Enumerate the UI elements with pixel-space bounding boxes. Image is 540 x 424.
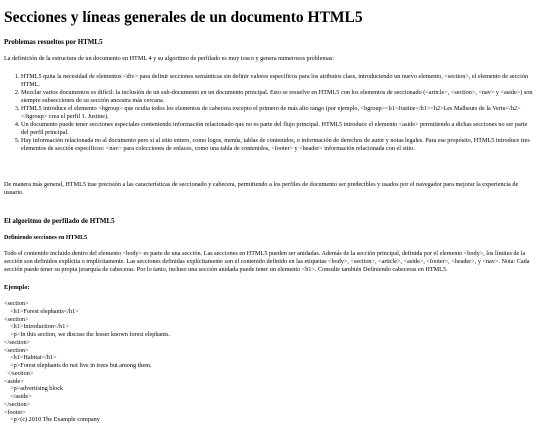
problems-heading: Problemas resueltos por HTML5 (4, 38, 103, 46)
example-label: Ejemplo: (4, 284, 30, 291)
code-line: <section> (4, 346, 29, 354)
intro-paragraph: La definición de la estructura de un documento en HTML 4 y su algoritmo de perfilado es muy tosco y genera numerosos problemas: (4, 55, 335, 62)
list-item: 5. Hay información relacionada no al documento pero si al sitio entero, como logos, menús, tablas de contenidos, o información de derechos de autor y notas legales. Para ese propósito, HTML5 introduce tres elementos de sección específicos: <nav> para colecciones de enlaces, como una tabla de contenidos, <footer> y <header> información relacionada con el sitio. (21, 137, 536, 153)
problems-list (4, 73, 536, 153)
list-item: 2. Mezclar varios documentos es difícil: la inclusión de un sub-documento en un documento principal. Esto se resuelve en HTML5 con los elementos de seccionado (<article>, <section>, <nav> y <aside>) son siempre subsecciones de su sección ancestra más cercana. (21, 89, 536, 105)
algorithm-heading: El algoritmo de perfilado de HTML5 (4, 217, 115, 225)
code-line: <h1>Forest elephants</h1> (4, 307, 79, 315)
code-line: <p>Forest elephants do not live in trees but among them. (4, 362, 152, 369)
page-title: Secciones y líneas generales de un documento HTML5 (4, 9, 363, 26)
defining-paragraph: Todo el contenido incluido dentro del elemento <body> es parte de una sección. Las secciones en HTML5 pueden ser anidadas. Además de la sección principal, definida por el elemento <body>, los límites de la sección son definidos explícita o implícitamente. Las secciones definidas explícitamente son el contenido definido en las etiquetas <body>, <section>, <article>, <aside>, <footer>, <header>, y <nav>. Nota: Cada sección puede tener su propia jerarquía de cabeceras. Por lo tanto, incluso una sección anidada puede tener un elemento <h1>. Consulte también Definiendo cabeceras en HTML5. (4, 250, 530, 273)
code-line: </section> (4, 400, 31, 408)
code-line: <h1>Introduction</h1> (4, 323, 69, 331)
list-item: 1. HTML5 quita la necesidad de elementos <div> para definir secciones semánticas sin definir valores específicos para los atributos class, introduciendo un nuevo elemento, <section>, el elemento de sección HTML. (21, 73, 536, 89)
summary-paragraph: De manera más general, HTML5 trae precisión a las características de seccionado y cabecera, permitiendo a los perfiles de documento ser predecibles y usados por el navegador para mejorar la experiencia de usuario. (4, 181, 519, 196)
code-line: <h1>Habitat</h1> (4, 354, 57, 362)
code-line: <section> (4, 300, 29, 307)
code-line: </section> (4, 338, 31, 346)
code-line: <section> (4, 315, 29, 323)
defining-sections-heading: Definiendo secciones en HTML5 (4, 235, 88, 241)
code-example (4, 300, 536, 424)
code-line: <p>In this section, we discuss the lesser known forest elephants. (4, 331, 170, 338)
code-line: <footer> (4, 408, 26, 416)
code-line: </section> (4, 369, 34, 377)
code-line: <aside> (4, 377, 24, 385)
document-page (0, 9, 540, 424)
code-line: <p>advertising block (4, 385, 64, 393)
code-line: <p>(c) 2010 The Example company (4, 416, 100, 424)
code-line: </aside> (4, 393, 32, 400)
list-item: 4. Un documento puede tener secciones especiales conteniendo información relacionado que no es parte del flujo principal. HTML5 introduce el elemento <aside> permitiendo a dichas secciones no ser parte del perfil principal. (21, 121, 536, 137)
list-item: 3. HTML5 introduce el elemento <hgroup> que oculta todos los elementos de cabecera excepto el primero de más alto rango (por ejemplo, <hgroup><h1>Justine</h1><h2>Les Malheurs de la Vertu</h2></hgroup> crea el perfil 1. Justine). (21, 105, 536, 121)
